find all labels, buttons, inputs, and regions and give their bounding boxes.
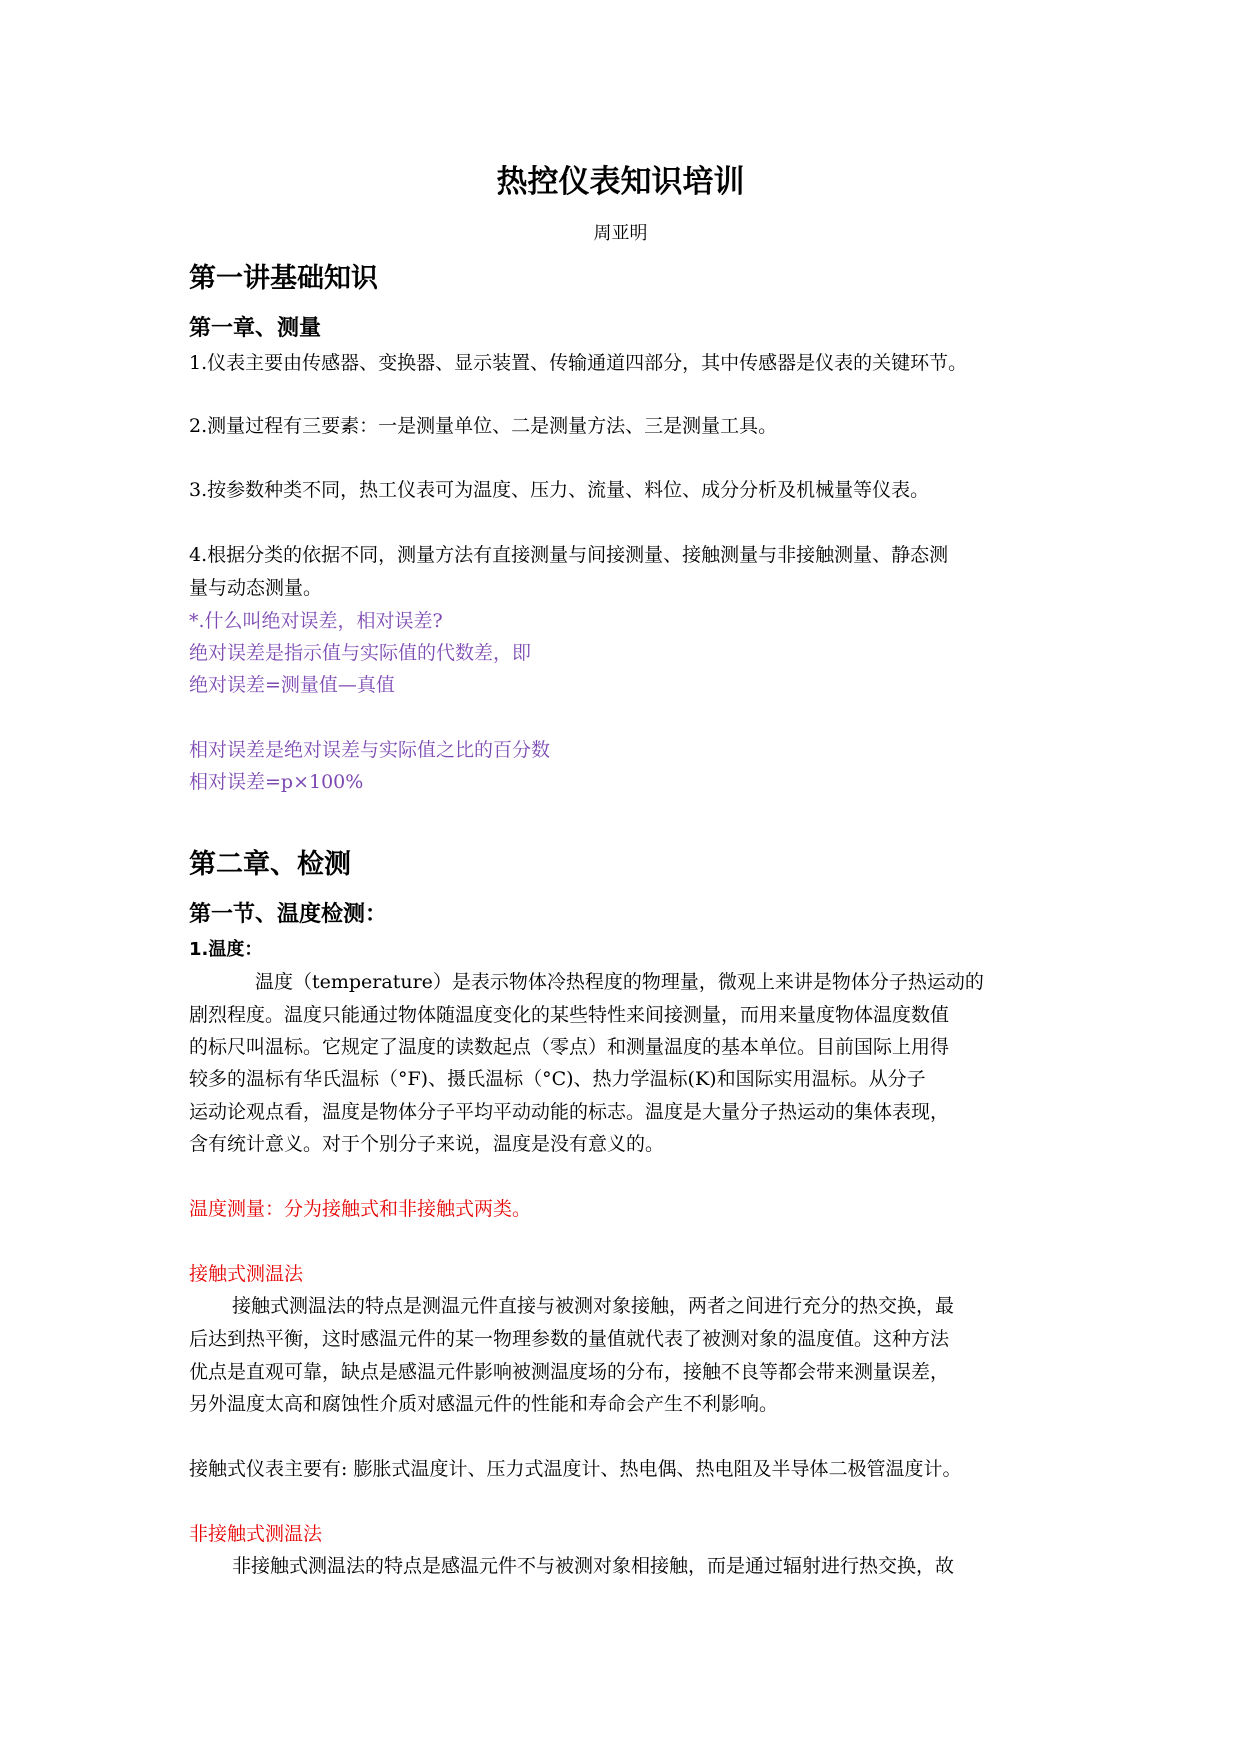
error-question: *.什么叫绝对误差，相对误差? — [189, 610, 443, 632]
chapter1-item: 2.测量过程有三要素：一是测量单位、二是测量方法、三是测量工具。 — [189, 415, 778, 437]
chapter1-item: 量与动态测量。 — [189, 577, 323, 599]
temperature-paragraph-line: 含有统计意义。对于个别分子来说，温度是没有意义的。 — [189, 1133, 665, 1155]
noncontact-method-heading: 非接触式测温法 — [189, 1523, 323, 1545]
temperature-paragraph-line: 运动论观点看，温度是物体分子平均平动动能的标志。温度是大量分子热运动的集体表现， — [189, 1101, 950, 1123]
temperature-paragraph-line: 剧烈程度。温度只能通过物体随温度变化的某些特性来间接测量，而用来量度物体温度数值 — [189, 1004, 950, 1026]
chapter1-item: 3.按参数种类不同，热工仪表可为温度、压力、流量、料位、成分分析及机械量等仪表。 — [189, 479, 930, 501]
measurement-intro: 温度测量：分为接触式和非接触式两类。 — [189, 1198, 532, 1220]
contact-paragraph-line: 后达到热平衡，这时感温元件的某一物理参数的量值就代表了被测对象的温度值。这种方法 — [189, 1328, 950, 1350]
relative-error-formula: 相对误差=p×100% — [189, 771, 364, 793]
temperature-paragraph-line: 温度（temperature）是表示物体冷热程度的物理量，微观上来讲是物体分子热运动的 — [255, 971, 984, 993]
contact-method-heading: 接触式测温法 — [189, 1263, 304, 1285]
absolute-error-definition: 绝对误差是指示值与实际值的代数差，即 — [189, 642, 532, 664]
noncontact-paragraph-line: 非接触式测温法的特点是感温元件不与被测对象相接触，而是通过辐射进行热交换，故 — [232, 1555, 955, 1577]
contact-paragraph-line: 接触式测温法的特点是测温元件直接与被测对象接触，两者之间进行充分的热交换，最 — [232, 1295, 955, 1317]
chapter1-item: 1.仪表主要由传感器、变换器、显示装置、传输通道四部分，其中传感器是仪表的关键环节。 — [189, 352, 968, 374]
absolute-error-formula: 绝对误差=测量值—真值 — [189, 674, 395, 696]
contact-instruments: 接触式仪表主要有: 膨胀式温度计、压力式温度计、热电偶、热电阻及半导体二极管温度计。 — [189, 1458, 962, 1480]
document-author: 周亚明 — [593, 223, 648, 244]
document-title: 热控仪表知识培训 — [496, 164, 745, 200]
section1-heading: 第一节、温度检测： — [189, 902, 388, 927]
temperature-subheading: 1.温度： — [189, 939, 263, 960]
temperature-paragraph-line: 的标尺叫温标。它规定了温度的读数起点（零点）和测量温度的基本单位。目前国际上用得 — [189, 1036, 950, 1058]
chapter1-heading: 第一章、测量 — [189, 316, 322, 341]
contact-paragraph-line: 优点是直观可靠，缺点是感温元件影响被测温度场的分布，接触不良等都会带来测量误差， — [189, 1361, 950, 1383]
contact-paragraph-line: 另外温度太高和腐蚀性介质对感温元件的性能和寿命会产生不利影响。 — [189, 1393, 779, 1415]
relative-error-definition: 相对误差是绝对误差与实际值之比的百分数 — [189, 739, 551, 761]
lecture-heading: 第一讲基础知识 — [189, 263, 378, 294]
temperature-paragraph-line: 较多的温标有华氏温标（°F)、摄氏温标（°C)、热力学温标(K)和国际实用温标。从分子 — [189, 1068, 926, 1090]
chapter2-heading: 第二章、检测 — [189, 849, 351, 880]
chapter1-item: 4.根据分类的依据不同，测量方法有直接测量与间接测量、接触测量与非接触测量、静态测 — [189, 544, 949, 566]
